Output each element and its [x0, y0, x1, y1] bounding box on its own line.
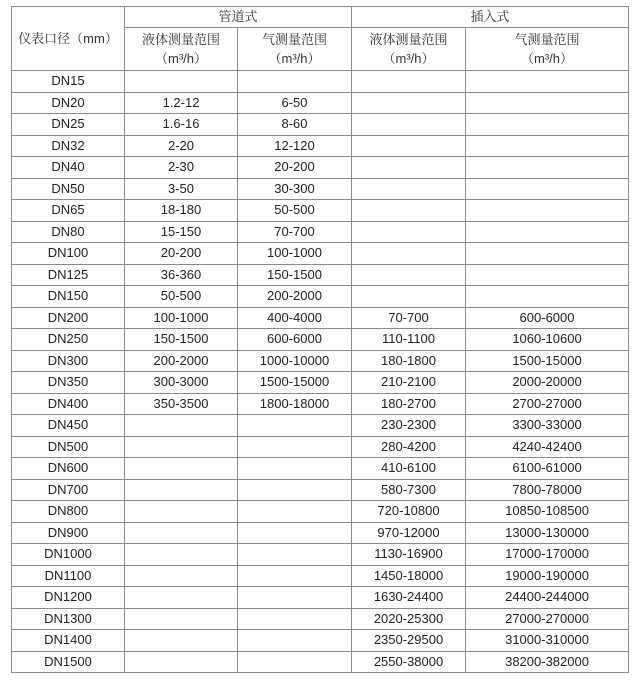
- cell-pipe-liquid: 2-20: [125, 135, 238, 157]
- cell-pipe-liquid: [125, 587, 238, 609]
- cell-insert-gas: 24400-244000: [466, 587, 629, 609]
- table-row: [12, 92, 629, 114]
- cell-diameter: DN1000: [12, 544, 125, 566]
- cell-insert-gas: [466, 71, 629, 93]
- cell-insert-gas: 4240-42400: [466, 436, 629, 458]
- cell-diameter: DN500: [12, 436, 125, 458]
- table-row: [12, 114, 629, 136]
- cell-pipe-gas: [238, 501, 352, 523]
- table-row: [12, 544, 629, 566]
- cell-pipe-liquid: 150-1500: [125, 329, 238, 351]
- cell-pipe-liquid: [125, 501, 238, 523]
- cell-pipe-liquid: [125, 458, 238, 480]
- cell-insert-liquid: 180-1800: [352, 350, 466, 372]
- header-insert-gas: [466, 28, 629, 71]
- header-diameter: 仪表口径（mm）: [12, 7, 125, 71]
- cell-insert-gas: [466, 221, 629, 243]
- cell-pipe-gas: 400-4000: [238, 307, 352, 329]
- cell-pipe-gas: 50-500: [238, 200, 352, 222]
- table-row: [12, 630, 629, 652]
- cell-insert-liquid: 110-1100: [352, 329, 466, 351]
- cell-insert-gas: 1500-15000: [466, 350, 629, 372]
- table-body: [12, 71, 629, 673]
- cell-pipe-gas: [238, 651, 352, 673]
- cell-pipe-gas: [238, 436, 352, 458]
- cell-insert-liquid: 1450-18000: [352, 565, 466, 587]
- cell-diameter: DN1400: [12, 630, 125, 652]
- cell-insert-liquid: 70-700: [352, 307, 466, 329]
- cell-pipe-gas: 1500-15000: [238, 372, 352, 394]
- table-row: [12, 178, 629, 200]
- cell-insert-gas: 27000-270000: [466, 608, 629, 630]
- cell-pipe-gas: 600-6000: [238, 329, 352, 351]
- cell-pipe-liquid: [125, 436, 238, 458]
- header-insert-liquid-unit: （m³/h）: [382, 51, 435, 66]
- cell-insert-gas: 38200-382000: [466, 651, 629, 673]
- cell-diameter: DN125: [12, 264, 125, 286]
- header-pipe-liquid-unit: （m³/h）: [154, 51, 207, 66]
- cell-pipe-liquid: 50-500: [125, 286, 238, 308]
- cell-pipe-gas: 20-200: [238, 157, 352, 179]
- cell-pipe-liquid: 100-1000: [125, 307, 238, 329]
- cell-insert-gas: [466, 114, 629, 136]
- cell-insert-liquid: 580-7300: [352, 479, 466, 501]
- header-pipe-liquid: [125, 28, 238, 71]
- cell-insert-liquid: [352, 286, 466, 308]
- cell-diameter: DN15: [12, 71, 125, 93]
- cell-pipe-gas: [238, 458, 352, 480]
- table-row: [12, 608, 629, 630]
- cell-pipe-gas: 12-120: [238, 135, 352, 157]
- cell-insert-gas: 13000-130000: [466, 522, 629, 544]
- cell-pipe-liquid: [125, 608, 238, 630]
- header-pipe-gas-unit: （m³/h）: [268, 51, 321, 66]
- cell-diameter: DN700: [12, 479, 125, 501]
- header-pipe-type: 管道式: [125, 7, 352, 28]
- cell-pipe-gas: 200-2000: [238, 286, 352, 308]
- header-insert-gas-label: 气测量范围: [514, 32, 580, 47]
- cell-diameter: DN350: [12, 372, 125, 394]
- cell-diameter: DN250: [12, 329, 125, 351]
- cell-pipe-gas: [238, 544, 352, 566]
- table-row: [12, 393, 629, 415]
- cell-pipe-gas: [238, 479, 352, 501]
- table-row: [12, 264, 629, 286]
- cell-diameter: DN25: [12, 114, 125, 136]
- cell-diameter: DN32: [12, 135, 125, 157]
- cell-insert-gas: 7800-78000: [466, 479, 629, 501]
- cell-insert-liquid: 180-2700: [352, 393, 466, 415]
- cell-pipe-gas: 1000-10000: [238, 350, 352, 372]
- cell-diameter: DN1200: [12, 587, 125, 609]
- cell-insert-gas: [466, 243, 629, 265]
- cell-insert-liquid: 1630-24400: [352, 587, 466, 609]
- cell-diameter: DN1500: [12, 651, 125, 673]
- cell-pipe-liquid: [125, 479, 238, 501]
- cell-pipe-gas: [238, 71, 352, 93]
- header-pipe-gas-label: 气测量范围: [262, 32, 328, 47]
- cell-insert-gas: 19000-190000: [466, 565, 629, 587]
- table-row: [12, 329, 629, 351]
- cell-insert-liquid: 970-12000: [352, 522, 466, 544]
- cell-pipe-gas: [238, 608, 352, 630]
- cell-pipe-liquid: 3-50: [125, 178, 238, 200]
- cell-pipe-gas: 1800-18000: [238, 393, 352, 415]
- table-row: [12, 436, 629, 458]
- cell-pipe-gas: [238, 587, 352, 609]
- table-row: [12, 200, 629, 222]
- cell-pipe-gas: 6-50: [238, 92, 352, 114]
- table-row: [12, 135, 629, 157]
- cell-insert-liquid: [352, 92, 466, 114]
- cell-insert-gas: 2700-27000: [466, 393, 629, 415]
- table-row: [12, 372, 629, 394]
- cell-pipe-liquid: 20-200: [125, 243, 238, 265]
- cell-pipe-gas: [238, 565, 352, 587]
- cell-insert-liquid: 210-2100: [352, 372, 466, 394]
- cell-diameter: DN20: [12, 92, 125, 114]
- cell-pipe-gas: 8-60: [238, 114, 352, 136]
- cell-pipe-gas: [238, 630, 352, 652]
- cell-insert-gas: 10850-108500: [466, 501, 629, 523]
- cell-pipe-liquid: 18-180: [125, 200, 238, 222]
- cell-diameter: DN40: [12, 157, 125, 179]
- cell-insert-gas: 17000-170000: [466, 544, 629, 566]
- cell-insert-liquid: [352, 135, 466, 157]
- cell-insert-gas: 1060-10600: [466, 329, 629, 351]
- cell-pipe-gas: 70-700: [238, 221, 352, 243]
- table-row: [12, 286, 629, 308]
- cell-diameter: DN1300: [12, 608, 125, 630]
- table-row: [12, 307, 629, 329]
- cell-diameter: DN65: [12, 200, 125, 222]
- table-row: [12, 350, 629, 372]
- cell-pipe-liquid: [125, 71, 238, 93]
- cell-insert-liquid: 2350-29500: [352, 630, 466, 652]
- cell-insert-gas: [466, 286, 629, 308]
- cell-diameter: DN50: [12, 178, 125, 200]
- cell-insert-liquid: [352, 200, 466, 222]
- table-row: [12, 587, 629, 609]
- cell-diameter: DN400: [12, 393, 125, 415]
- cell-insert-liquid: 230-2300: [352, 415, 466, 437]
- cell-insert-liquid: [352, 264, 466, 286]
- cell-pipe-liquid: [125, 415, 238, 437]
- cell-insert-liquid: 720-10800: [352, 501, 466, 523]
- flow-range-table: [11, 6, 629, 673]
- header-insert-liquid-label: 液体测量范围: [369, 32, 448, 47]
- cell-insert-gas: 2000-20000: [466, 372, 629, 394]
- cell-pipe-liquid: 200-2000: [125, 350, 238, 372]
- table-row: [12, 501, 629, 523]
- cell-insert-gas: 3300-33000: [466, 415, 629, 437]
- cell-pipe-gas: 30-300: [238, 178, 352, 200]
- cell-pipe-liquid: [125, 544, 238, 566]
- header-pipe-gas: [238, 28, 352, 71]
- cell-diameter: DN150: [12, 286, 125, 308]
- cell-diameter: DN80: [12, 221, 125, 243]
- cell-diameter: DN800: [12, 501, 125, 523]
- table-row: [12, 479, 629, 501]
- table-row: [12, 458, 629, 480]
- cell-diameter: DN900: [12, 522, 125, 544]
- cell-pipe-liquid: 1.2-12: [125, 92, 238, 114]
- cell-insert-gas: [466, 264, 629, 286]
- table-row: [12, 243, 629, 265]
- table-row: [12, 651, 629, 673]
- cell-pipe-liquid: 300-3000: [125, 372, 238, 394]
- cell-pipe-gas: [238, 415, 352, 437]
- cell-pipe-liquid: [125, 522, 238, 544]
- cell-insert-liquid: [352, 157, 466, 179]
- cell-pipe-gas: [238, 522, 352, 544]
- table-row: [12, 522, 629, 544]
- header-insert-gas-unit: （m³/h）: [521, 51, 574, 66]
- cell-pipe-liquid: 36-360: [125, 264, 238, 286]
- cell-pipe-liquid: [125, 630, 238, 652]
- table-row: [12, 71, 629, 93]
- cell-insert-liquid: 2020-25300: [352, 608, 466, 630]
- cell-insert-gas: [466, 157, 629, 179]
- cell-insert-gas: [466, 92, 629, 114]
- cell-insert-gas: [466, 178, 629, 200]
- cell-insert-liquid: 280-4200: [352, 436, 466, 458]
- cell-pipe-liquid: 1.6-16: [125, 114, 238, 136]
- table-row: [12, 415, 629, 437]
- cell-pipe-liquid: 2-30: [125, 157, 238, 179]
- header-insert-type: 插入式: [352, 7, 629, 28]
- cell-insert-gas: 31000-310000: [466, 630, 629, 652]
- table-row: [12, 221, 629, 243]
- cell-insert-liquid: [352, 71, 466, 93]
- cell-pipe-gas: 100-1000: [238, 243, 352, 265]
- cell-insert-liquid: 410-6100: [352, 458, 466, 480]
- cell-insert-liquid: 2550-38000: [352, 651, 466, 673]
- table-row: [12, 565, 629, 587]
- cell-pipe-liquid: [125, 651, 238, 673]
- cell-diameter: DN600: [12, 458, 125, 480]
- header-pipe-liquid-label: 液体测量范围: [141, 32, 220, 47]
- cell-insert-gas: 600-6000: [466, 307, 629, 329]
- cell-insert-liquid: [352, 221, 466, 243]
- cell-insert-liquid: [352, 178, 466, 200]
- cell-insert-gas: [466, 135, 629, 157]
- cell-insert-liquid: [352, 114, 466, 136]
- cell-diameter: DN300: [12, 350, 125, 372]
- cell-pipe-liquid: 350-3500: [125, 393, 238, 415]
- table-row: [12, 157, 629, 179]
- cell-pipe-liquid: 15-150: [125, 221, 238, 243]
- cell-insert-liquid: 1130-16900: [352, 544, 466, 566]
- cell-diameter: DN450: [12, 415, 125, 437]
- cell-insert-gas: 6100-61000: [466, 458, 629, 480]
- cell-insert-gas: [466, 200, 629, 222]
- cell-diameter: DN1100: [12, 565, 125, 587]
- cell-diameter: DN200: [12, 307, 125, 329]
- cell-insert-liquid: [352, 243, 466, 265]
- cell-diameter: DN100: [12, 243, 125, 265]
- cell-pipe-gas: 150-1500: [238, 264, 352, 286]
- cell-pipe-liquid: [125, 565, 238, 587]
- header-insert-liquid: [352, 28, 466, 71]
